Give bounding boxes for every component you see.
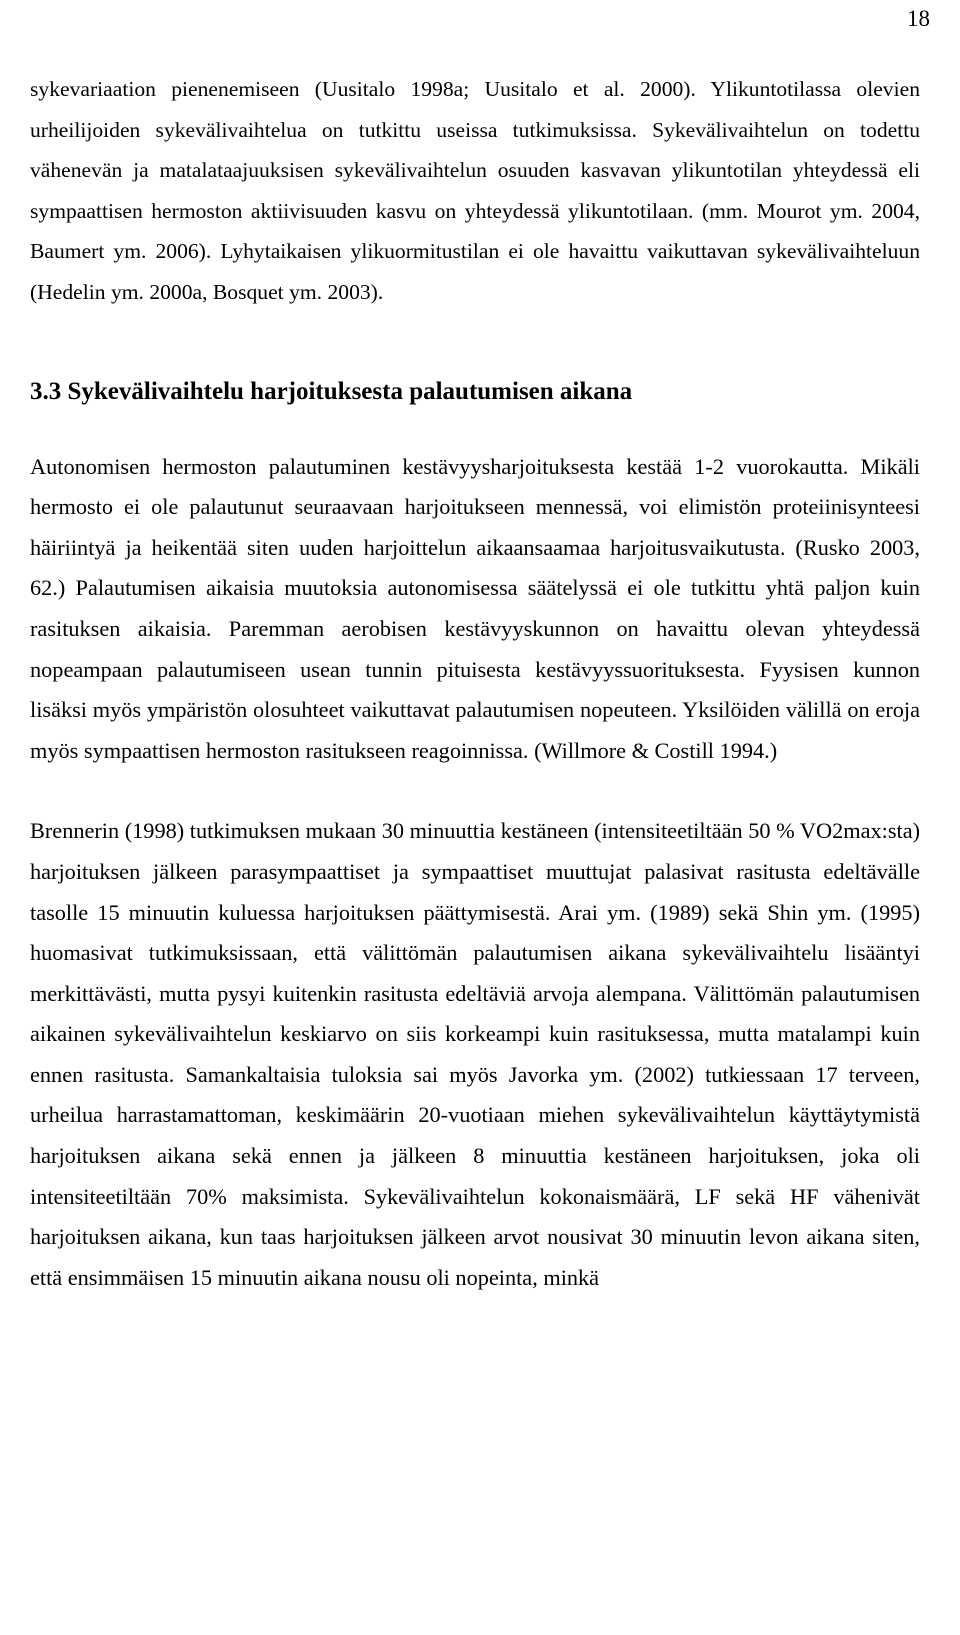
paragraph-autonomic-recovery: Autonomisen hermoston palautuminen kestävyysharjoituksesta kestää 1-2 vuorokautta. Mikäli hermosto ei ole palautunut seuraavaan harjoitukseen mennessä, voi elimistön proteiinisynteesi häiriintyä ja heikentää siten uuden harjoittelun aikaansaamaa harjoitusvaikutusta. (Rusko 2003, 62.) Palautumisen aikaisia muutoksia autonomisessa säätelyssä ei ole tutkittu yhtä paljon kuin rasituksen aikaisia. Paremman aerobisen kestävyyskunnon on havaittu olevan yhteydessä nopeampaan palautumiseen usean tunnin pituisesta kestävyyssuorituksesta. Fyysisen kunnon lisäksi myös ympäristön olosuhteet vaikuttavat palautumisen nopeuteen. Yksilöiden välillä on eroja myös sympaattisen hermoston rasitukseen reagoinnissa. (Willmore & Costill 1994.) [30,453,920,763]
page-content [30,69,920,1298]
paragraph-spacer [30,771,920,811]
paragraph-recovery-studies: Brennerin (1998) tutkimuksen mukaan 30 minuuttia kestäneen (intensiteetiltään 50 % VO2max:sta) harjoituksen jälkeen parasympaattiset ja sympaattiset muuttujat palasivat rasitusta edeltävälle tasolle 15 minuutin kuluessa harjoituksen päättymisestä. Arai ym. (1989) sekä Shin ym. (1995) huomasivat tutkimuksissaan, että välittömän palautumisen aikana sykevälivaihtelu lisääntyi merkittävästi, mutta pysyi kuitenkin rasitusta edeltäviä arvoja alempana. Välittömän palautumisen aikainen sykevälivaihtelun keskiarvo on siis korkeampi kuin rasituksessa, mutta matalampi kuin ennen rasitusta. Samankaltaisia tuloksia sai myös Javorka ym. (2002) tutkiessaan 17 terveen, urheilua harrastamattoman, keskimäärin 20-vuotiaan miehen sykevälivaihtelun käyttäytymistä harjoituksen aikana sekä ennen ja jälkeen 8 minuuttia kestäneen harjoituksen, joka oli intensiteetiltään 70% maksimista. Sykevälivaihtelun kokonaismäärä, LF sekä HF vähenivät harjoituksen aikana, kun taas harjoituksen jälkeen arvot nousivat 30 minuutin levon aikana siten, että ensimmäisen 15 minuutin aikana nousu oli nopeinta, minkä [30,818,921,1290]
paragraph-overtraining: sykevariaation pienenemiseen (Uusitalo 1998a; Uusitalo et al. 2000). Ylikuntotilassa olevien urheilijoiden sykevälivaihtelua on tutkittu useissa tutkimuksissa. Sykevälivaihtelun on todettu vähenevän ja matalataajuuksisen sykevälivaihtelun osuuden kasvavan ylikuntotilan yhteydessä eli sympaattisen hermoston aktiivisuuden kasvu on yhteydessä ylikuntotilaan. (mm. Mourot ym. 2004, Baumert ym. 2006). Lyhytaikaisen ylikuormitustilan ei ole havaittu vaikuttavan sykevälivaihteluun (Hedelin ym. 2000a, Bosquet ym. 2003). [30,77,920,304]
heading-spacer [30,407,920,447]
page-number: 18 [907,6,930,31]
section-heading: 3.3 Sykevälivaihtelu harjoituksesta palautumisen aikana [30,377,633,405]
